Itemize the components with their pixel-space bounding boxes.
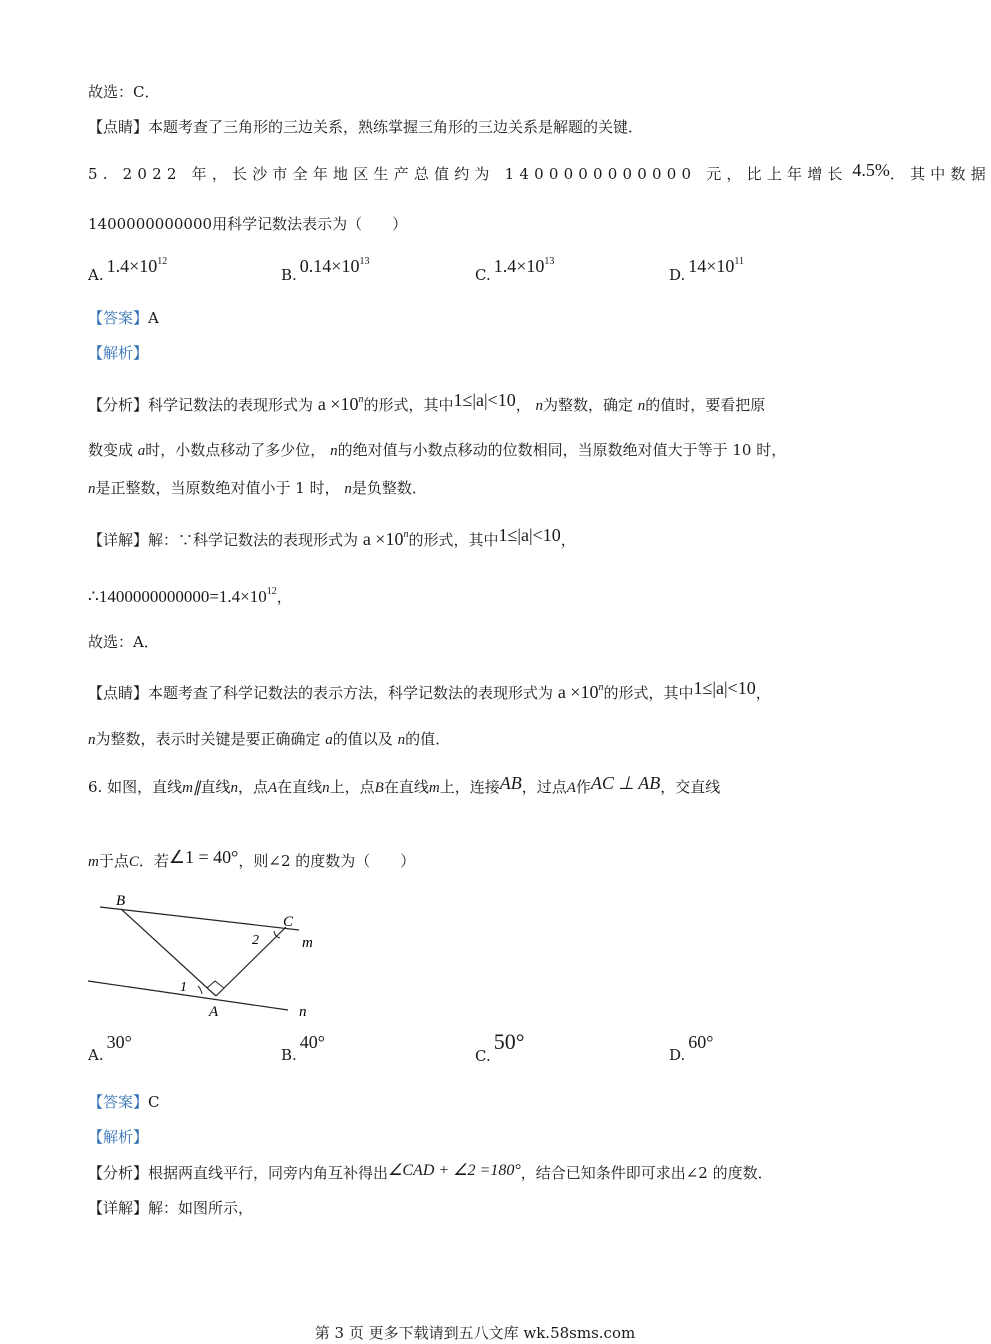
segment-ba xyxy=(121,909,216,996)
option-label: B. xyxy=(281,266,297,284)
answer-tag: 【答案】 xyxy=(88,1093,149,1111)
q5-answer xyxy=(88,308,159,328)
q5-option-d[interactable] xyxy=(669,256,745,285)
comment-tag: 【点睛】 xyxy=(88,118,149,136)
label-m: m xyxy=(302,935,313,951)
option-label: B. xyxy=(281,1046,297,1064)
q5-stem-line1 xyxy=(88,160,991,184)
q5-dianjing-line1: 【点睛】本题考查了科学记数法的表示方法，科学记数法的表现形式为 $a \times 10^n$的形式，其中1≤|a|<10， xyxy=(88,678,771,702)
q5-dianjing-line2: n为整数，表示时关键是要正确确定 a的值以及 n的值． xyxy=(88,730,451,748)
answer-value: A xyxy=(148,309,159,327)
fenxi-tag: 【分析】 xyxy=(88,396,149,414)
option-value: 30° xyxy=(106,1032,132,1052)
option-label: A. xyxy=(88,1046,104,1064)
prev-answer: 故选：C． xyxy=(88,83,160,101)
q6-fenxi: 【分析】根据两直线平行，同旁内角互补得出∠CAD + ∠2 =180°，结合已知条件即可求出∠2 的度数． xyxy=(88,1162,773,1182)
prev-comment xyxy=(88,117,643,137)
xiangjie-tag: 【详解】 xyxy=(88,1199,149,1217)
label-one: 1 xyxy=(180,980,187,995)
q6-option-b[interactable] xyxy=(281,1032,325,1065)
option-label: C. xyxy=(475,1047,491,1065)
q5-percent: 4.5% xyxy=(852,160,890,180)
q6-perp-expr: AC ⊥ AB xyxy=(590,773,661,793)
option-base: 1.4×10 xyxy=(106,256,158,276)
q6-fenxi-expr: ∠CAD + ∠2 =180° xyxy=(388,1162,521,1179)
answer-tag: 【答案】 xyxy=(88,309,149,327)
expr-a10n: $a \times 10^n$ xyxy=(557,682,604,702)
option-label: D. xyxy=(669,1046,686,1064)
q6-option-d[interactable] xyxy=(669,1032,714,1065)
comment-text: 本题考查了三角形的三边关系，熟练掌握三角形的三边关系是解题的关键． xyxy=(148,118,644,136)
expr-a10n: $a \times 10^n$ xyxy=(317,394,364,414)
q5-stem-line2: 1400000000000用科学记数法表示为（ ） xyxy=(88,215,408,233)
q5-xiangjie-line1: 【详解】解：∵科学记数法的表现形式为 $a \times 10^n$的形式，其中1≤|a|<10， xyxy=(88,525,576,549)
q5-stem-part2: ．其中数据 xyxy=(889,165,991,183)
q6-geometry-figure xyxy=(80,885,340,1025)
option-base: 0.14×10 xyxy=(299,256,360,276)
option-exp: 13 xyxy=(359,256,370,267)
q5-analysis-tag: 【解析】 xyxy=(88,344,149,362)
q5-fenxi-line1: 【分析】科学记数法的表现形式为 $a \times 10^n$的形式，其中1≤|a|<10， n为整数，确定 n的值时，要看把原 xyxy=(88,390,766,414)
q6-answer xyxy=(88,1092,160,1112)
q6-option-a[interactable] xyxy=(88,1032,132,1065)
q5-stem-part1: 5. 2022 年，长沙市全年地区生产总值约为 1400000000000 元，比上年增长 xyxy=(88,165,848,183)
option-exp: 12 xyxy=(157,256,168,267)
q5-choose: 故选：A． xyxy=(88,633,159,651)
option-label: A. xyxy=(88,266,104,284)
option-value: 60° xyxy=(688,1032,714,1052)
q5-option-b[interactable] xyxy=(281,256,370,285)
label-two: 2 xyxy=(252,933,259,948)
page-footer: 第 3 页 更多下载请到五八文库 wk.58sms.com xyxy=(314,1324,636,1342)
option-value: 50° xyxy=(493,1029,525,1054)
line-m xyxy=(100,907,299,930)
answer-value: C xyxy=(148,1093,160,1111)
option-label: D. xyxy=(669,266,686,284)
option-base: 14×10 xyxy=(688,256,735,276)
q6-stem-line1: 6. 如图，直线m∥直线n，点A在直线n上，点B在直线m上，连接AB，过点A作AC ⊥ AB，交直线 xyxy=(88,773,721,796)
dianjing-tag: 【点睛】 xyxy=(88,684,149,702)
q5-fenxi-line2: 数变成 a时，小数点移动了多少位， n的绝对值与小数点移动的位数相同，当原数绝对值大于等于 10 时， xyxy=(88,441,787,459)
option-value: 40° xyxy=(299,1032,325,1052)
option-label: C. xyxy=(475,266,491,284)
q6-option-c[interactable] xyxy=(475,1029,525,1066)
fenxi-tag: 【分析】 xyxy=(88,1164,149,1182)
label-a: A xyxy=(209,1004,219,1020)
expr-abs: 1≤|a|<10 xyxy=(498,525,561,545)
q6-analysis-tag: 【解析】 xyxy=(88,1128,149,1146)
segment-ac xyxy=(216,927,286,996)
option-base: 1.4×10 xyxy=(493,256,545,276)
expr-abs: 1≤|a|<10 xyxy=(453,390,516,410)
q5-option-c[interactable] xyxy=(475,256,555,285)
line-n xyxy=(88,981,288,1010)
label-c: C xyxy=(283,914,294,930)
q6-stem-line2: m于点C．若∠1 = 40°，则∠2 的度数为（ ） xyxy=(88,847,416,870)
option-exp: 11 xyxy=(734,256,745,267)
right-angle-mark xyxy=(207,981,224,988)
q6-angle1-expr: ∠1 = 40° xyxy=(168,847,239,867)
q6-xiangjie: 【详解】解：如图所示， xyxy=(88,1199,254,1217)
label-b: B xyxy=(116,893,126,909)
angle-1-arc xyxy=(198,986,202,994)
label-n: n xyxy=(299,1004,307,1020)
option-exp: 13 xyxy=(544,256,555,267)
q5-therefore: $\therefore 1400000000000=1.4\times 10^{12}$， xyxy=(88,586,292,606)
q5-option-a[interactable] xyxy=(88,256,168,285)
xiangjie-tag: 【详解】 xyxy=(88,531,149,549)
expr-a10n: $a \times 10^n$ xyxy=(362,529,409,549)
expr-abs: 1≤|a|<10 xyxy=(693,678,756,698)
q5-fenxi-line3: n是正整数，当原数绝对值小于 1 时， n是负整数． xyxy=(88,479,427,497)
